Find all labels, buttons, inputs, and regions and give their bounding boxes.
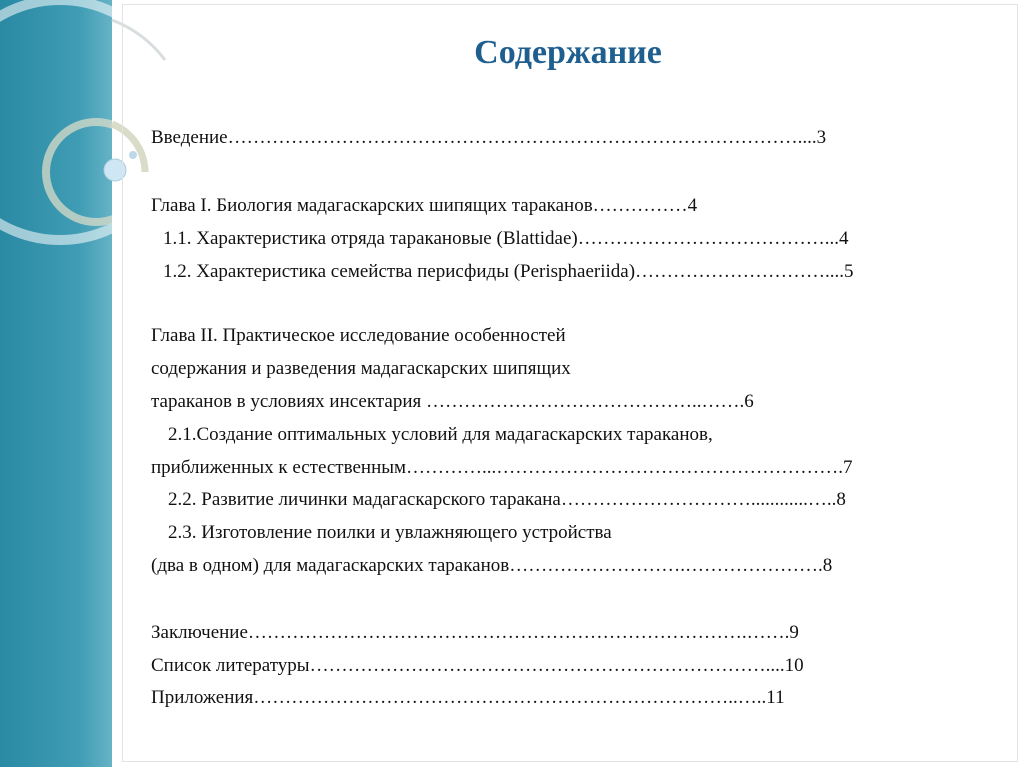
toc-section-2-3-line-2: (два в одном) для мадагаскарских тараканов……………………….………………….8 [151, 555, 833, 576]
ring-decor-icon [0, 0, 112, 767]
toc-section-2-1-line-2: приближенных к естественным…………...……………………………………………….7 [151, 457, 853, 478]
toc-section-2-2: 2.2. Развитие личинки мадагаскарского таракана…………………………............…..8 [168, 489, 846, 510]
toc-conclusion: Заключение…………………………………………………………………….…….9 [151, 622, 799, 643]
toc-references: Список литературы………………………………………………………………....10 [151, 655, 804, 676]
toc-chapter-2-line-2: содержания и разведения мадагаскарских шипящих [151, 358, 571, 379]
toc-intro: Введение………………………………………………………………………………....3 [151, 127, 827, 148]
toc-section-1-2: 1.2. Характеристика семейства перисфиды (Perisphaeriida)…………………………....5 [163, 261, 854, 282]
toc-section-1-1: 1.1. Характеристика отряда таракановые (Blattidae)…………………………………...4 [163, 228, 849, 249]
toc-section-2-3-line-1: 2.3. Изготовление поилки и увлажняющего устройства [168, 522, 612, 543]
slide-frame [122, 4, 1018, 762]
toc-chapter-1: Глава I. Биология мадагаскарских шипящих тараканов……………4 [151, 195, 698, 216]
toc-appendices: Приложения…………………………………………………………………..…..11 [151, 687, 785, 708]
page-title: Содержание [474, 34, 662, 71]
toc-section-2-1-line-1: 2.1.Создание оптимальных условий для мадагаскарских тараканов, [168, 424, 713, 445]
side-decor-band [0, 0, 112, 767]
toc-chapter-2-line-3: тараканов в условиях инсектария ……………………………………..…….6 [151, 391, 754, 412]
toc-chapter-2-line-1: Глава II. Практическое исследование особенностей [151, 325, 566, 346]
